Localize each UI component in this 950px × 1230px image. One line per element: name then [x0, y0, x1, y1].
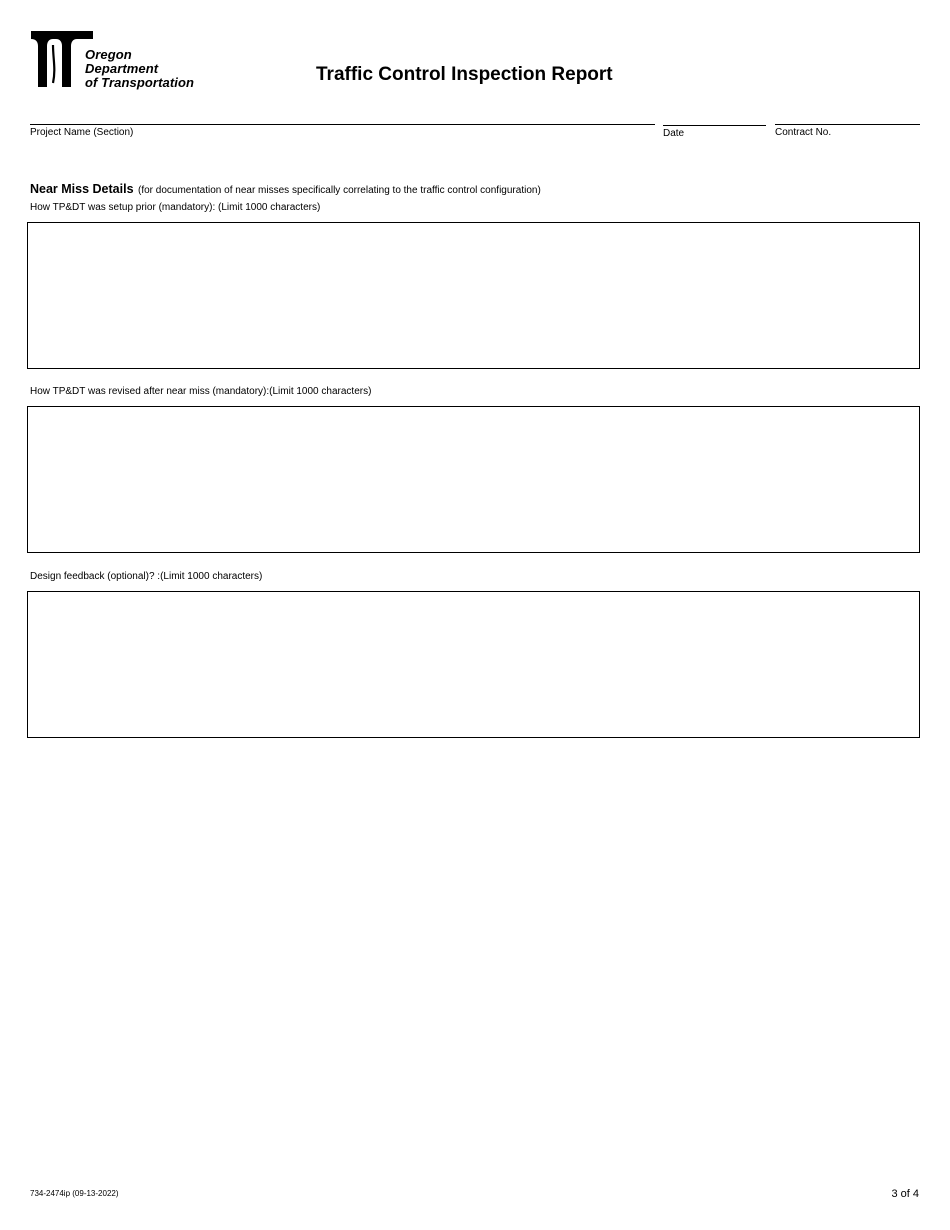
odot-logo [29, 29, 229, 89]
contract-no-label: Contract No. [775, 127, 832, 138]
page-title: Traffic Control Inspection Report [316, 64, 613, 85]
near-miss-note: (for documentation of near misses specifically correlating to the traffic control configuration) [137, 185, 541, 196]
setup-prior-textarea[interactable] [27, 222, 920, 369]
date-field[interactable] [663, 125, 766, 126]
project-name-label: Project Name (Section) [30, 127, 134, 138]
setup-prior-label: How TP&DT was setup prior (mandatory): (Limit 1000 characters) [30, 202, 321, 213]
logo-line-3: of Transportation [85, 75, 195, 90]
date-label: Date [663, 128, 685, 139]
contract-no-field[interactable] [775, 124, 920, 125]
design-feedback-label: Design feedback (optional)? :(Limit 1000 characters) [30, 571, 263, 582]
revised-after-textarea[interactable] [27, 406, 920, 553]
design-feedback-textarea[interactable] [27, 591, 920, 738]
logo-wordmark [85, 48, 194, 90]
form-code: 734-2474ip (09-13-2022) [30, 1189, 119, 1198]
near-miss-title: Near Miss Details [30, 182, 134, 196]
logo-line-1: Oregon [85, 47, 132, 62]
revised-after-label: How TP&DT was revised after near miss (mandatory):(Limit 1000 characters) [30, 386, 372, 397]
logo-line-2: Department [85, 61, 159, 76]
near-miss-heading [30, 180, 541, 198]
project-name-field[interactable] [30, 124, 655, 125]
page-number: 3 of 4 [891, 1188, 919, 1200]
